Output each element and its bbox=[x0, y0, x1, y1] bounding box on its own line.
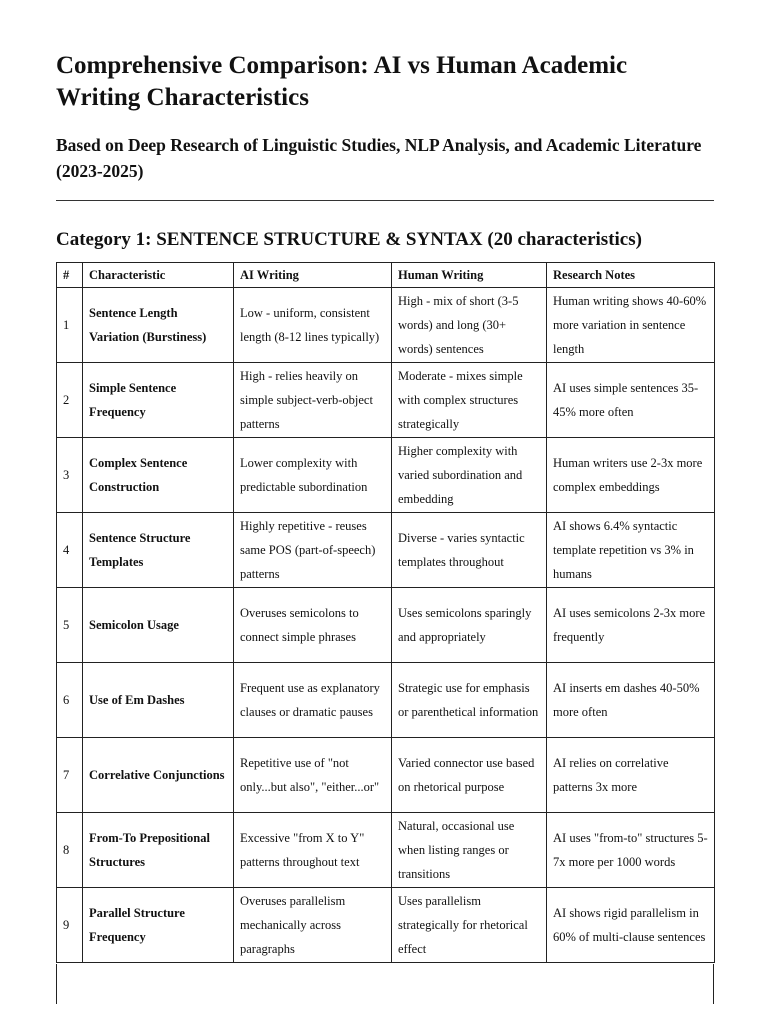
human-writing-cell: Uses semicolons sparingly and appropriately bbox=[392, 588, 547, 663]
row-number: 6 bbox=[57, 663, 83, 738]
research-notes-cell: AI shows rigid parallelism in 60% of multi-clause sentences bbox=[547, 888, 715, 963]
characteristic-cell: Sentence Structure Templates bbox=[83, 513, 234, 588]
research-notes-cell: AI inserts em dashes 40-50% more often bbox=[547, 663, 715, 738]
row-number: 1 bbox=[57, 288, 83, 363]
characteristic-cell: From-To Prepositional Structures bbox=[83, 813, 234, 888]
table-row bbox=[57, 663, 715, 738]
document-title: Comprehensive Comparison: AI vs Human Academic Writing Characteristics bbox=[56, 52, 628, 111]
human-writing-cell: Natural, occasional use when listing ranges or transitions bbox=[392, 813, 547, 888]
row-number: 4 bbox=[57, 513, 83, 588]
table-row bbox=[57, 813, 715, 888]
row-number: 5 bbox=[57, 588, 83, 663]
ai-writing-cell: Low - uniform, consistent length (8-12 lines typically) bbox=[234, 288, 392, 363]
characteristic-cell: Parallel Structure Frequency bbox=[83, 888, 234, 963]
research-notes-cell: AI relies on correlative patterns 3x more bbox=[547, 738, 715, 813]
horizontal-rule bbox=[56, 200, 714, 201]
characteristic-cell: Semicolon Usage bbox=[83, 588, 234, 663]
header-research-notes: Research Notes bbox=[547, 263, 715, 288]
research-notes-cell: Human writers use 2-3x more complex embeddings bbox=[547, 438, 715, 513]
research-notes-cell: AI uses semicolons 2-3x more frequently bbox=[547, 588, 715, 663]
section-heading: Category 1: SENTENCE STRUCTURE & SYNTAX (20 characteristics) bbox=[56, 229, 642, 250]
ai-writing-cell: Excessive "from X to Y" patterns throughout text bbox=[234, 813, 392, 888]
human-writing-cell: Varied connector use based on rhetorical purpose bbox=[392, 738, 547, 813]
ai-writing-cell: Frequent use as explanatory clauses or dramatic pauses bbox=[234, 663, 392, 738]
table-row bbox=[57, 588, 715, 663]
row-number: 8 bbox=[57, 813, 83, 888]
research-notes-cell: AI uses simple sentences 35-45% more often bbox=[547, 363, 715, 438]
table-continuation-left-border bbox=[56, 964, 57, 1004]
row-number: 2 bbox=[57, 363, 83, 438]
comparison-table bbox=[56, 262, 715, 963]
characteristic-cell: Correlative Conjunctions bbox=[83, 738, 234, 813]
header-human-writing: Human Writing bbox=[392, 263, 547, 288]
table-header-row bbox=[57, 263, 715, 288]
human-writing-cell: Higher complexity with varied subordination and embedding bbox=[392, 438, 547, 513]
ai-writing-cell: Highly repetitive - reuses same POS (part-of-speech) patterns bbox=[234, 513, 392, 588]
table-row bbox=[57, 363, 715, 438]
header-characteristic: Characteristic bbox=[83, 263, 234, 288]
header-ai-writing: AI Writing bbox=[234, 263, 392, 288]
ai-writing-cell: Overuses parallelism mechanically across paragraphs bbox=[234, 888, 392, 963]
table-continuation-right-border bbox=[713, 964, 714, 1004]
human-writing-cell: High - mix of short (3-5 words) and long (30+ words) sentences bbox=[392, 288, 547, 363]
ai-writing-cell: High - relies heavily on simple subject-verb-object patterns bbox=[234, 363, 392, 438]
research-notes-cell: AI shows 6.4% syntactic template repetition vs 3% in humans bbox=[547, 513, 715, 588]
table-row bbox=[57, 288, 715, 363]
characteristic-cell: Simple Sentence Frequency bbox=[83, 363, 234, 438]
table-row bbox=[57, 888, 715, 963]
characteristic-cell: Use of Em Dashes bbox=[83, 663, 234, 738]
human-writing-cell: Strategic use for emphasis or parenthetical information bbox=[392, 663, 547, 738]
table-row bbox=[57, 513, 715, 588]
ai-writing-cell: Repetitive use of "not only...but also", "either...or" bbox=[234, 738, 392, 813]
human-writing-cell: Uses parallelism strategically for rhetorical effect bbox=[392, 888, 547, 963]
research-notes-cell: AI uses "from-to" structures 5-7x more per 1000 words bbox=[547, 813, 715, 888]
table-row bbox=[57, 738, 715, 813]
research-notes-cell: Human writing shows 40-60% more variation in sentence length bbox=[547, 288, 715, 363]
row-number: 3 bbox=[57, 438, 83, 513]
header-number: # bbox=[57, 263, 83, 288]
row-number: 9 bbox=[57, 888, 83, 963]
row-number: 7 bbox=[57, 738, 83, 813]
table-row bbox=[57, 438, 715, 513]
human-writing-cell: Moderate - mixes simple with complex structures strategically bbox=[392, 363, 547, 438]
ai-writing-cell: Lower complexity with predictable subordination bbox=[234, 438, 392, 513]
document-subtitle: Based on Deep Research of Linguistic Studies, NLP Analysis, and Academic Literature (2023-2025) bbox=[56, 135, 702, 181]
characteristic-cell: Complex Sentence Construction bbox=[83, 438, 234, 513]
human-writing-cell: Diverse - varies syntactic templates throughout bbox=[392, 513, 547, 588]
ai-writing-cell: Overuses semicolons to connect simple phrases bbox=[234, 588, 392, 663]
characteristic-cell: Sentence Length Variation (Burstiness) bbox=[83, 288, 234, 363]
